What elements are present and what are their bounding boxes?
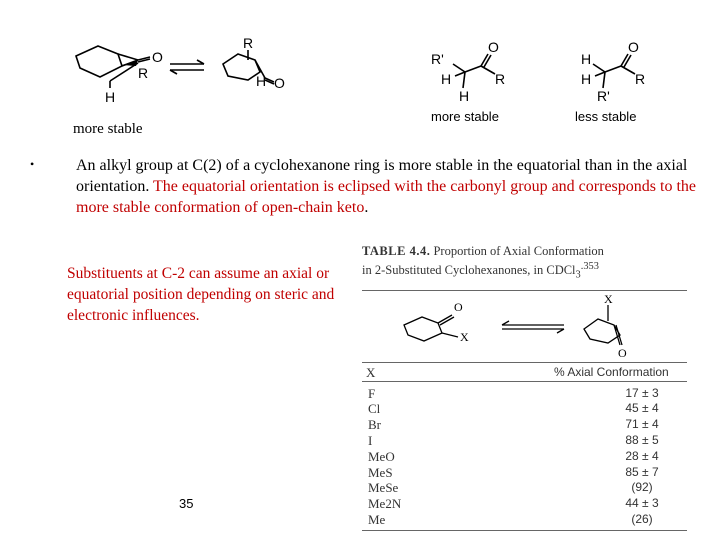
substituent-cell: Cl bbox=[368, 401, 381, 417]
table-row bbox=[362, 433, 687, 449]
table-header-row bbox=[362, 363, 687, 381]
x-axial-label: X bbox=[604, 291, 613, 306]
wedge-bond bbox=[122, 60, 138, 66]
x-equatorial-label: X bbox=[460, 329, 469, 344]
table-4-4 bbox=[362, 243, 687, 531]
table-row bbox=[362, 465, 687, 481]
table-rule bbox=[362, 381, 687, 382]
substituent-note: Substituents at C-2 can assume an axial or equatorial position depending on steric and electronic influences. bbox=[67, 265, 335, 324]
r-label: R bbox=[495, 71, 506, 87]
bullet-text-red: The equatorial orientation is eclipsed with the carbonyl group and corresponds to the more stable conformation of open-chain keto bbox=[76, 178, 696, 216]
less-stable-label: less stable bbox=[575, 109, 637, 124]
table-body bbox=[362, 386, 687, 528]
bullet-paragraph bbox=[76, 155, 696, 218]
percent-cell: 85 ± 7 bbox=[625, 464, 659, 479]
cyclohexanone-equilibrium-scheme bbox=[60, 30, 300, 105]
bullet-text-black: An alkyl group at C(2) of a cyclohexanone ring is more stable in the equatorial than in the axial orientation. bbox=[76, 157, 688, 195]
table-rule bbox=[362, 530, 687, 531]
carbonyl-o-label: O bbox=[628, 39, 639, 55]
r-equatorial-label: R bbox=[138, 65, 149, 81]
percent-cell: 28 ± 4 bbox=[625, 448, 659, 463]
table-row bbox=[362, 417, 687, 433]
r-label: R bbox=[635, 71, 646, 87]
percent-cell: 88 ± 5 bbox=[625, 433, 659, 448]
r-axial-label: R bbox=[243, 35, 254, 51]
h-axial-label: H bbox=[105, 89, 116, 105]
substituent-cell: F bbox=[368, 385, 376, 401]
substituent-cell: Br bbox=[368, 417, 381, 433]
r-prime-label: R' bbox=[431, 51, 444, 67]
table-title-ref: .353 bbox=[580, 261, 599, 272]
substituent-cell: MeS bbox=[368, 464, 393, 480]
table-title-line1: Proportion of Axial Conformation bbox=[433, 244, 604, 258]
bullet-text-end: . bbox=[364, 199, 369, 216]
percent-cell: 71 ± 4 bbox=[625, 417, 659, 432]
h-label: H bbox=[459, 88, 470, 104]
table-row bbox=[362, 449, 687, 465]
more-stable-caption: more stable bbox=[73, 121, 143, 137]
h-label: H bbox=[581, 71, 592, 87]
table-caption bbox=[362, 243, 687, 284]
percent-cell: (92) bbox=[631, 480, 653, 495]
more-stable-label: more stable bbox=[431, 109, 499, 124]
cyclohexanone-x-equilibrium bbox=[362, 291, 687, 357]
column-header-x: X bbox=[366, 364, 376, 380]
percent-cell: (26) bbox=[631, 512, 653, 527]
table-number: TABLE 4.4. bbox=[362, 244, 431, 258]
column-header-axial: % Axial Conformation bbox=[554, 364, 669, 379]
carbonyl-o-label: O bbox=[274, 75, 285, 91]
substituent-cell: I bbox=[368, 433, 373, 449]
percent-cell: 45 ± 4 bbox=[625, 401, 659, 416]
table-row bbox=[362, 512, 687, 528]
table-title-sub: 3 bbox=[575, 269, 581, 281]
h-label: H bbox=[441, 71, 452, 87]
carbonyl-o-label: O bbox=[618, 345, 627, 357]
table-row bbox=[362, 480, 687, 496]
bullet-marker: • bbox=[30, 157, 35, 171]
table-row bbox=[362, 386, 687, 402]
h-equatorial-label: H bbox=[256, 73, 267, 89]
carbonyl-o-label: O bbox=[454, 299, 463, 314]
table-title-line2: in 2-Substituted Cyclohexanones, in CDCl bbox=[362, 263, 576, 278]
table-row bbox=[362, 401, 687, 417]
percent-cell: 17 ± 3 bbox=[625, 385, 659, 400]
table-row bbox=[362, 496, 687, 512]
h-label: H bbox=[581, 51, 592, 67]
substituent-cell: Me bbox=[368, 512, 386, 528]
substituent-cell: MeSe bbox=[368, 480, 399, 496]
slide-number: 35 bbox=[179, 496, 194, 511]
open-chain-ketone-conformers bbox=[425, 36, 665, 128]
percent-cell: 44 ± 3 bbox=[625, 496, 659, 511]
carbonyl-o-label: O bbox=[488, 39, 499, 55]
substituent-cell: MeO bbox=[368, 448, 395, 464]
r-prime-label: R' bbox=[597, 88, 610, 104]
carbonyl-o-label: O bbox=[152, 49, 163, 65]
substituent-cell: Me2N bbox=[368, 496, 402, 512]
